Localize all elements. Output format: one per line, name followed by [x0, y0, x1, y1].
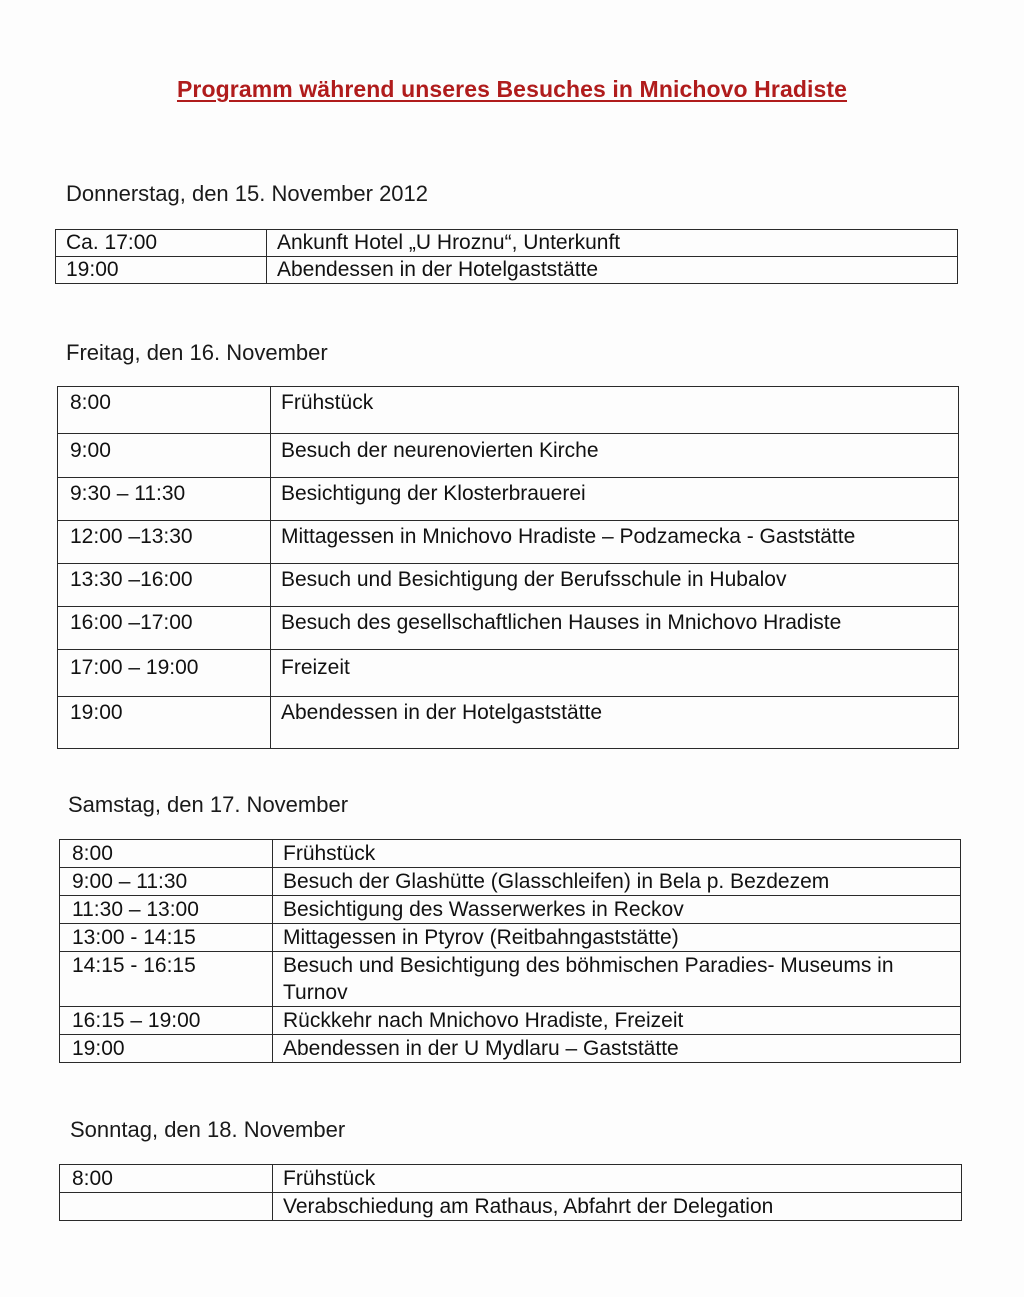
table-row — [60, 924, 961, 952]
table-row — [60, 896, 961, 924]
table-row — [58, 434, 959, 478]
schedule-table-saturday — [59, 839, 961, 1063]
day-heading-sunday: Sonntag, den 18. November — [70, 1117, 346, 1142]
schedule-table-sunday — [59, 1164, 962, 1221]
table-row — [58, 521, 959, 564]
time-cell: 8:00 — [60, 840, 273, 868]
page-title: Programm während unseres Besuches in Mnichovo Hradiste — [176, 76, 848, 102]
activity-cell: Rückkehr nach Mnichovo Hradiste, Freizeit — [273, 1007, 961, 1035]
time-cell: Ca. 17:00 — [56, 230, 267, 257]
table-row — [58, 650, 959, 697]
time-cell: 8:00 — [60, 1165, 273, 1193]
schedule-table-thursday — [55, 229, 958, 284]
time-cell: 19:00 — [56, 257, 267, 284]
time-cell: 12:00 –13:30 — [58, 521, 271, 564]
activity-cell: Besuch der neurenovierten Kirche — [271, 434, 959, 478]
time-cell: 13:30 –16:00 — [58, 564, 271, 607]
time-cell: 11:30 – 13:00 — [60, 896, 273, 924]
table-row — [58, 697, 959, 749]
time-cell: 8:00 — [58, 387, 271, 434]
table-row — [58, 607, 959, 650]
table-row — [56, 230, 958, 257]
table-row — [60, 952, 961, 1007]
table-row — [58, 387, 959, 434]
table-row — [60, 1007, 961, 1035]
time-cell: 13:00 - 14:15 — [60, 924, 273, 952]
time-cell: 9:00 — [58, 434, 271, 478]
table-row — [60, 1165, 962, 1193]
time-cell: 9:00 – 11:30 — [60, 868, 273, 896]
table-row — [60, 1035, 961, 1063]
day-heading-thursday: Donnerstag, den 15. November 2012 — [66, 181, 429, 206]
activity-cell: Abendessen in der Hotelgaststätte — [267, 257, 958, 284]
table-row — [58, 478, 959, 521]
activity-cell: Frühstück — [271, 387, 959, 434]
day-heading-saturday: Samstag, den 17. November — [68, 792, 349, 817]
time-cell: 19:00 — [60, 1035, 273, 1063]
activity-cell: Frühstück — [273, 1165, 962, 1193]
activity-cell: Frühstück — [273, 840, 961, 868]
time-cell: 16:00 –17:00 — [58, 607, 271, 650]
activity-cell: Mittagessen in Ptyrov (Reitbahngaststätte) — [273, 924, 961, 952]
table-row — [56, 257, 958, 284]
activity-cell: Besuch und Besichtigung der Berufsschule in Hubalov — [271, 564, 959, 607]
schedule-table-friday — [57, 386, 959, 749]
day-heading-friday: Freitag, den 16. November — [66, 340, 328, 365]
activity-cell: Besichtigung des Wasserwerkes in Reckov — [273, 896, 961, 924]
activity-cell: Besuch des gesellschaftlichen Hauses in Mnichovo Hradiste — [271, 607, 959, 650]
time-cell: 17:00 – 19:00 — [58, 650, 271, 697]
table-row — [60, 1193, 962, 1221]
time-cell: 9:30 – 11:30 — [58, 478, 271, 521]
activity-cell: Freizeit — [271, 650, 959, 697]
activity-cell: Verabschiedung am Rathaus, Abfahrt der Delegation — [273, 1193, 962, 1221]
table-row — [58, 564, 959, 607]
time-cell — [60, 1193, 273, 1221]
time-cell: 16:15 – 19:00 — [60, 1007, 273, 1035]
table-row — [60, 868, 961, 896]
activity-cell: Besuch und Besichtigung des böhmischen Paradies- Museums in Turnov — [273, 952, 961, 1007]
time-cell: 19:00 — [58, 697, 271, 749]
activity-cell: Mittagessen in Mnichovo Hradiste – Podzamecka - Gaststätte — [271, 521, 959, 564]
activity-cell: Abendessen in der U Mydlaru – Gaststätte — [273, 1035, 961, 1063]
activity-cell: Besichtigung der Klosterbrauerei — [271, 478, 959, 521]
activity-cell: Ankunft Hotel „U Hroznu“, Unterkunft — [267, 230, 958, 257]
activity-cell: Abendessen in der Hotelgaststätte — [271, 697, 959, 749]
activity-cell: Besuch der Glashütte (Glasschleifen) in Bela p. Bezdezem — [273, 868, 961, 896]
time-cell: 14:15 - 16:15 — [60, 952, 273, 1007]
table-row — [60, 840, 961, 868]
